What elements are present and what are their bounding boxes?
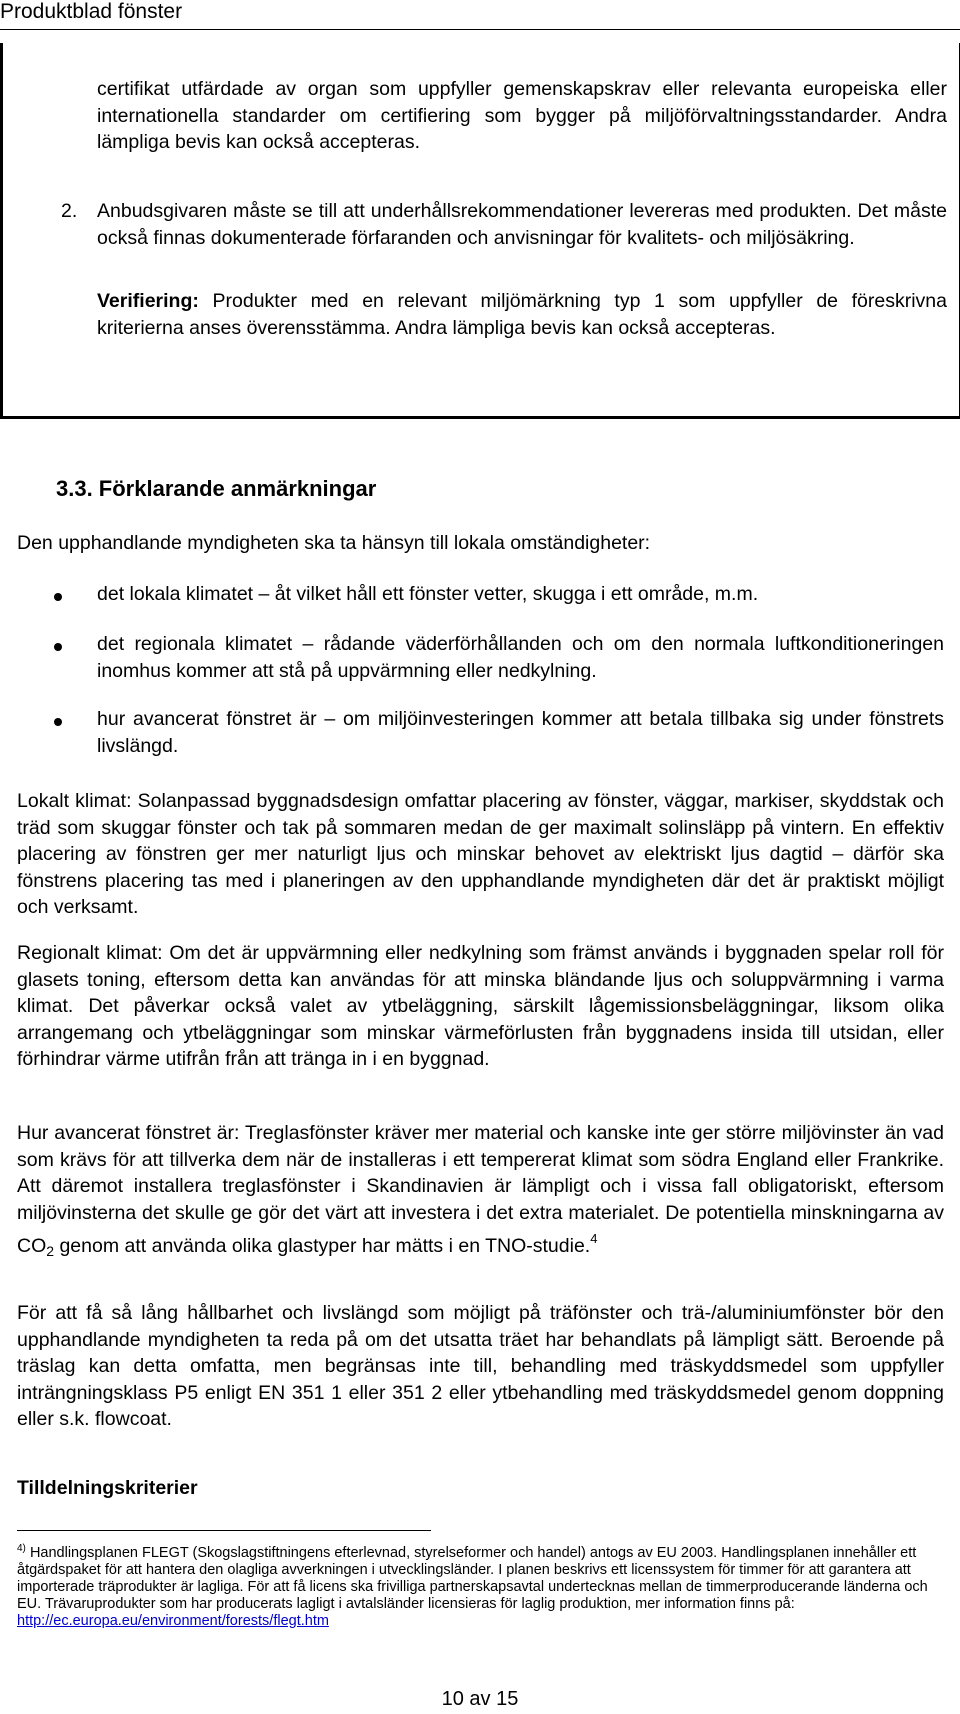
criteria-box: [0, 43, 960, 419]
page-header-title: Produktblad fönster: [0, 0, 183, 23]
verification-label: Verifiering:: [97, 290, 199, 312]
footnote-marker: 4): [17, 1543, 26, 1554]
section-intro: Den upphandlande myndigheten ska ta hänsyn till lokala omständigheter:: [17, 532, 651, 554]
paragraph-regional-climate: Regionalt klimat: Om det är uppvärmning eller nedkylning som främst används i byggnaden spelar roll för glasets toning, eftersom detta kan användas för att minska bländande ljus och soluppvärmning i varma klimat. Det påverkar också valet av ytbeläggning, särskilt lågemissionsbeläggningar, liksom olika arrangemang och ytbeläggningar som minskar värmeförlusten från byggnadens insida till utsidan, eller förhindrar värme utifrån från att tränga in i en byggnad.: [17, 942, 944, 1070]
paragraph-advanced-window: [17, 1120, 944, 1265]
paragraph-local-climate: Lokalt klimat: Solanpassad byggnadsdesign omfattar placering av fönster, väggar, markiser, skyddstak och träd som skuggar fönster och tak på sommaren medan de ger maximalt solinsläpp på vintern. En effektiv placering av fönstren ger mer naturligt ljus och minskar behovet av elektriskt ljus dagtid – därför ska fönstrens placering tas med i planeringen av den upphandlande myndigheten där det är praktiskt möjligt och verksamt.: [17, 790, 944, 918]
co2-subscript: 2: [46, 1243, 55, 1259]
bullet-item-advanced-window: hur avancerat fönstret är – om miljöinvesteringen kommer att betala tillbaka sig under fönstrets livslängd.: [97, 708, 944, 757]
section-heading: 3.3. Förklarande anmärkningar: [56, 476, 377, 501]
footnote-divider: [17, 1530, 431, 1531]
bullet-icon: [54, 643, 62, 651]
box-item-2: [61, 198, 947, 251]
bullet-item-regional-climate: det regionala klimatet – rådande väderförhållanden och om den normala luftkonditioneringen inomhus kommer att stå på uppvärmning eller nedkylning.: [97, 633, 944, 682]
footnote-link[interactable]: http://ec.europa.eu/environment/forests/flegt.htm: [17, 1612, 329, 1629]
advanced-text-end: genom att använda olika glastyper har mätts i en TNO-studie.: [54, 1235, 591, 1257]
footnote-reference: 4: [590, 1231, 598, 1246]
verification-text: Produkter med en relevant miljömärkning typ 1 som uppfyller de föreskrivna kriterierna anses överensstämma. Andra lämpliga bevis kan också accepteras.: [97, 290, 947, 339]
advanced-text-start: Hur avancerat fönstret är: Treglasfönster kräver mer material och kanske inte ger större miljövinster än vad som krävs för att tillverka dem när de installeras i ett tempererat klimat som södra England eller Frankrike. Att däremot installera treglasfönster i Skandinavien är lämpligt och i vissa fall obligatoriskt, eftersom miljövinsterna det skulle ge gör det värt att investera i det extra materialet. De potentiella minskningarna av CO: [17, 1122, 944, 1257]
page-number: 10 av 15: [441, 1688, 519, 1710]
box-item-number: 2.: [61, 200, 78, 222]
footnote: [17, 1540, 944, 1630]
paragraph-wood-treatment: För att få så lång hållbarhet och livslängd som möjligt på träfönster och trä-/aluminiumfönster bör den upphandlande myndigheten ta reda på om det utsatta träet har behandlats på lämpligt sätt. Beroende på träslag kan detta omfatta, men begränsas inte till, behandling med träskyddsmedel som uppfyller inträngningsklass P5 enligt EN 351 1 eller 351 2 eller ytbehandling med träskyddsmedel genom doppning eller s.k. flowcoat.: [17, 1302, 944, 1430]
bullet-icon: [54, 718, 62, 726]
bullet-icon: [54, 593, 62, 601]
subheading-award-criteria: Tilldelningskriterier: [17, 1477, 198, 1499]
footnote-text: Handlingsplanen FLEGT (Skogslagstiftningens efterlevnad, styrelseformer och handel) antogs av EU 2003. Handlingsplanen innehåller ett åtgärdspaket för att hantera den olagliga avverkningen i utvecklingsländer. I planen beskrivs ett licenssystem för timmer för att garantera att importerade träprodukter är lagliga. För att få licens ska frivilliga partnerskapsavtal undertecknas mellan de timmerproducerande länderna och EU. Trävaruprodukter som har producerats lagligt i avtalsländer licensieras för laglig produktion, mer information finns på:: [17, 1544, 928, 1612]
box-continued-text: certifikat utfärdade av organ som uppfyller gemenskapskrav eller relevanta europeiska eller internationella standarder om certifiering som bygger på miljöförvaltningsstandarder. Andra lämpliga bevis kan också accepteras.: [97, 78, 947, 153]
box-verification: [97, 288, 947, 341]
box-item-text: Anbudsgivaren måste se till att underhållsrekommendationer levereras med produkten. Det måste också finnas dokumenterade förfaranden och anvisningar för kvalitets- och miljösäkring.: [97, 200, 947, 249]
header-divider: [0, 29, 960, 30]
bullet-item-local-climate: det lokala klimatet – åt vilket håll ett fönster vetter, skugga i ett område, m.m.: [97, 583, 759, 605]
